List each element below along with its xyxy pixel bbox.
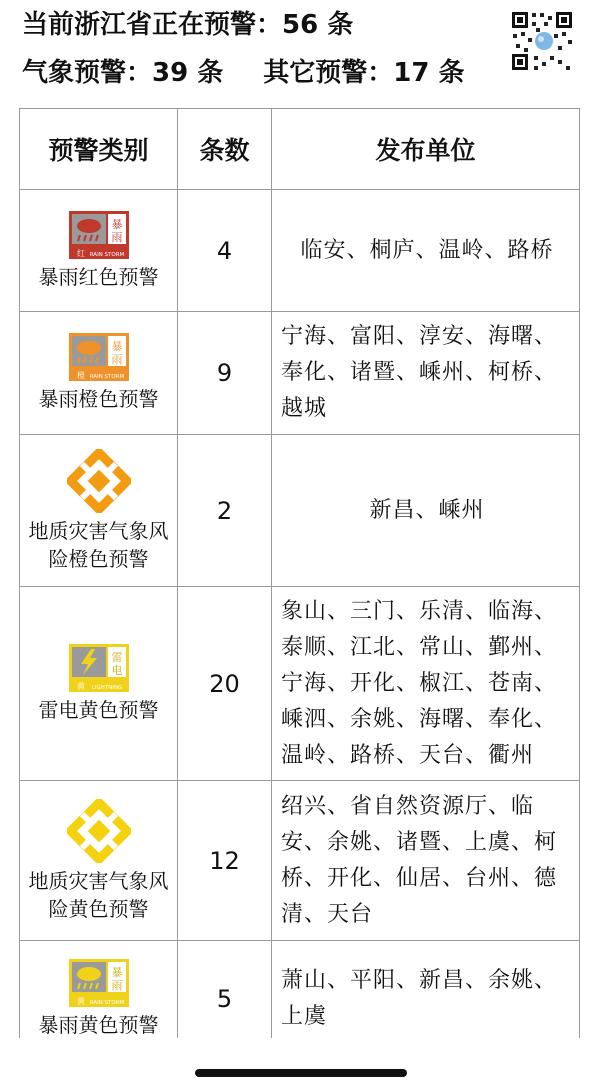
units-cell: 临安、桐庐、温岭、路桥 xyxy=(272,190,580,312)
total-warnings-text: 当前浙江省正在预警：56 条 xyxy=(22,10,354,40)
icon-char-2: 雨 xyxy=(111,353,122,366)
units-cell: 象山、三门、乐清、临海、泰顺、江北、常山、鄞州、宁海、开化、椒江、苍南、嵊泗、余姚、海曙、奉化、温岭、路桥、天台、衢州 xyxy=(272,587,580,781)
icon-char-2: 雨 xyxy=(111,230,122,244)
icon-tag: 红 xyxy=(76,248,85,258)
warning-type-label: 暴雨黄色预警 xyxy=(38,1013,159,1037)
bottom-safe-area xyxy=(0,1038,600,1090)
header-type: 预警类别 xyxy=(20,109,178,190)
count-cell: 4 xyxy=(178,190,272,312)
count-cell: 2 xyxy=(178,435,272,587)
warnings-table-container xyxy=(19,108,579,1063)
rainstorm-red-icon xyxy=(69,211,129,259)
count-cell: 5 xyxy=(178,941,272,1063)
type-cell xyxy=(20,435,178,587)
table-row[interactable] xyxy=(20,435,580,587)
geohazard-yellow-icon xyxy=(67,799,131,863)
count-cell: 9 xyxy=(178,312,272,435)
type-cell xyxy=(20,781,178,941)
units-cell: 绍兴、省自然资源厅、临安、余姚、诸暨、上虞、柯桥、开化、仙居、台州、德清、天台 xyxy=(272,781,580,941)
geohazard-orange-icon xyxy=(67,449,131,513)
header-count: 条数 xyxy=(178,109,272,190)
icon-char-1: 暴 xyxy=(111,966,122,979)
count-cell: 20 xyxy=(178,587,272,781)
type-cell xyxy=(20,312,178,435)
warning-breakdown xyxy=(22,52,464,89)
home-indicator[interactable] xyxy=(195,1069,407,1077)
units-cell: 萧山、平阳、新昌、余姚、上虞 xyxy=(272,941,580,1063)
table-row[interactable] xyxy=(20,781,580,941)
warning-type-label: 地质灾害气象风险橙色预警 xyxy=(28,518,169,571)
icon-caption: RAIN STORM xyxy=(89,374,124,380)
icon-char-2: 雨 xyxy=(111,979,122,992)
icon-char-2: 电 xyxy=(111,663,122,677)
warning-type-label: 地质灾害气象风险黄色预警 xyxy=(28,868,169,921)
type-cell xyxy=(20,190,178,312)
warning-type-label: 暴雨红色预警 xyxy=(38,264,159,289)
icon-char-1: 雷 xyxy=(111,650,122,664)
units-cell: 宁海、富阳、淳安、海曙、奉化、诸暨、嵊州、柯桥、越城 xyxy=(272,312,580,435)
icon-caption: RAIN STORM xyxy=(89,1000,124,1006)
icon-tag: 黄 xyxy=(76,997,85,1006)
units-cell: 新昌、嵊州 xyxy=(272,435,580,587)
icon-char-1: 暴 xyxy=(111,217,122,231)
rainstorm-orange-icon xyxy=(69,333,129,381)
rainstorm-yellow-icon xyxy=(69,959,129,1007)
icon-caption: RAIN STORM xyxy=(89,251,124,258)
icon-char-1: 暴 xyxy=(111,340,122,353)
header-units: 发布单位 xyxy=(272,109,580,190)
other-warnings-text: 其它预警：17 条 xyxy=(263,58,465,88)
table-row[interactable] xyxy=(20,587,580,781)
table-row[interactable] xyxy=(20,312,580,435)
qr-code-icon[interactable] xyxy=(510,10,574,72)
table-row[interactable] xyxy=(20,190,580,312)
count-cell: 12 xyxy=(178,781,272,941)
warning-type-label: 暴雨橙色预警 xyxy=(38,387,159,411)
type-cell xyxy=(20,587,178,781)
thunder-yellow-icon xyxy=(69,644,129,692)
warning-type-label: 雷电黄色预警 xyxy=(38,697,159,722)
icon-tag: 橙 xyxy=(76,371,85,380)
warnings-table xyxy=(19,108,580,1063)
table-header-row xyxy=(20,109,580,190)
weather-warnings-text: 气象预警：39 条 xyxy=(22,58,224,88)
icon-tag: 黄 xyxy=(76,681,85,691)
icon-caption: LIGHTNING xyxy=(91,684,122,691)
